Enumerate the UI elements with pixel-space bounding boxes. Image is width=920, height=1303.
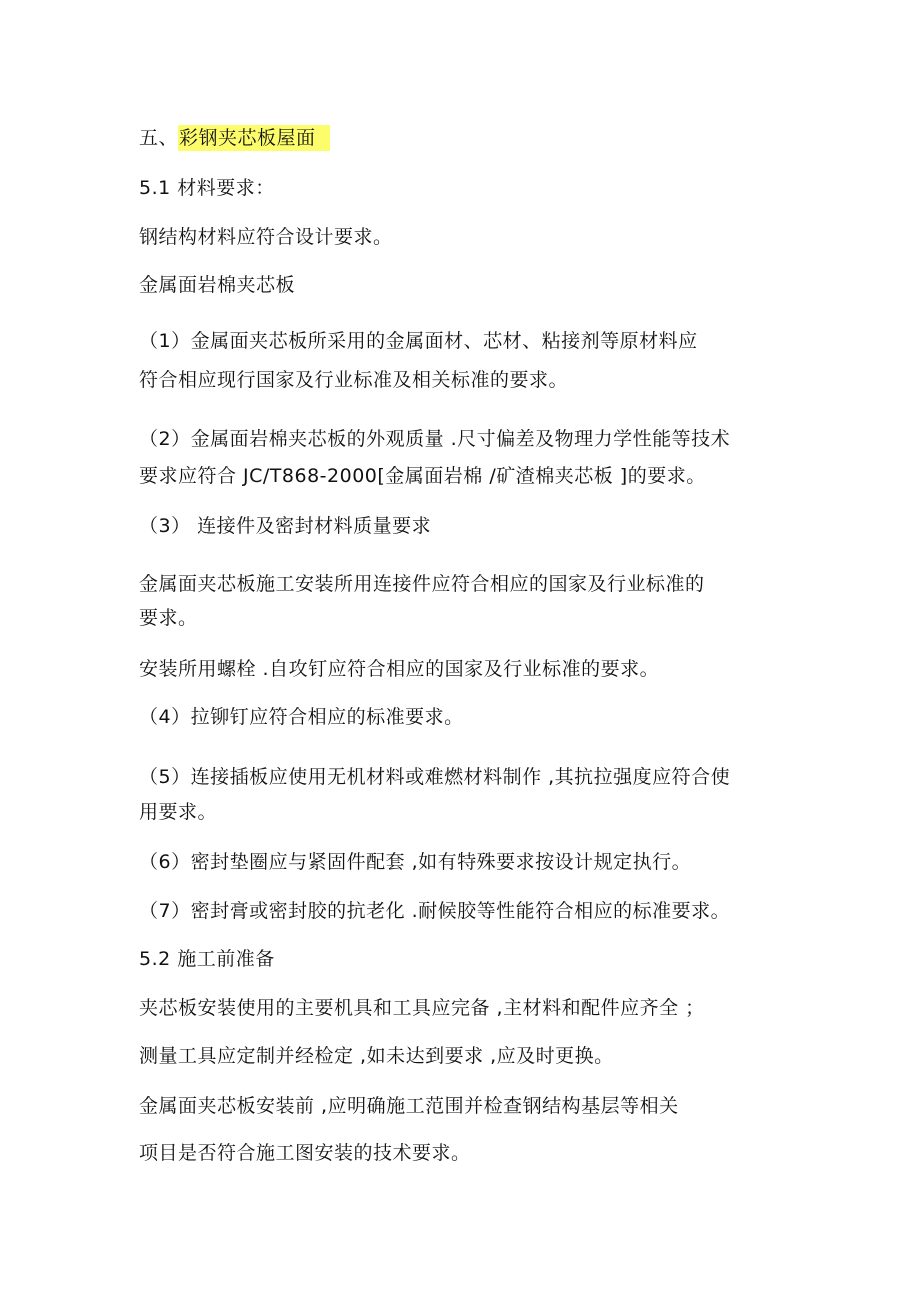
paragraph-line: 金属面岩棉夹芯板 <box>139 274 296 296</box>
paragraph-line: 金属面夹芯板安装前 ,应明确施工范围并检查钢结构基层等相关 <box>139 1095 679 1117</box>
paragraph-line: 要求。 <box>139 607 198 629</box>
paragraph-line: 金属面夹芯板施工安装所用连接件应符合相应的国家及行业标准的 <box>139 573 705 595</box>
section-heading <box>139 125 330 151</box>
paragraph-line: （5）连接插板应使用无机材料或难燃材料制作 ,其抗拉强度应符合使 <box>139 766 731 788</box>
paragraph-line: 用要求。 <box>139 801 218 823</box>
heading-prefix: 五、 <box>139 127 179 149</box>
paragraph-line: （1）金属面夹芯板所采用的金属面材、芯材、粘接剂等原材料应 <box>139 330 698 352</box>
heading-highlight: 彩钢夹芯板屋面 <box>178 125 330 151</box>
subsection-heading-5-1: 5.1 材料要求： <box>139 177 275 199</box>
paragraph-line: 符合相应现行国家及行业标准及相关标准的要求。 <box>139 369 569 391</box>
paragraph-line: （2）金属面岩棉夹芯板的外观质量 .尺寸偏差及物理力学性能等技术 <box>139 428 731 450</box>
paragraph-line: 测量工具应定制并经检定 ,如未达到要求 ,应及时更换。 <box>139 1045 614 1067</box>
paragraph-line: 钢结构材料应符合设计要求。 <box>139 226 393 248</box>
paragraph-line: 安装所用螺栓 .自攻钉应符合相应的国家及行业标准的要求。 <box>139 658 660 680</box>
paragraph-line: （4）拉铆钉应符合相应的标准要求。 <box>139 706 464 728</box>
paragraph-line: 要求应符合 JC/T868-2000[金属面岩棉 /矿渣棉夹芯板 ]的要求。 <box>139 465 706 487</box>
paragraph-line: 夹芯板安装使用的主要机具和工具应完备 ,主材料和配件应齐全 ； <box>139 997 705 1019</box>
paragraph-line: （3） 连接件及密封材料质量要求 <box>139 515 432 537</box>
subsection-heading-5-2: 5.2 施工前准备 <box>139 948 275 970</box>
paragraph-line: 项目是否符合施工图安装的技术要求。 <box>139 1142 471 1164</box>
paragraph-line: （6）密封垫圈应与紧固件配套 ,如有特殊要求按设计规定执行。 <box>139 851 692 873</box>
paragraph-line: （7）密封膏或密封胶的抗老化 .耐候胶等性能符合相应的标准要求。 <box>139 900 731 922</box>
